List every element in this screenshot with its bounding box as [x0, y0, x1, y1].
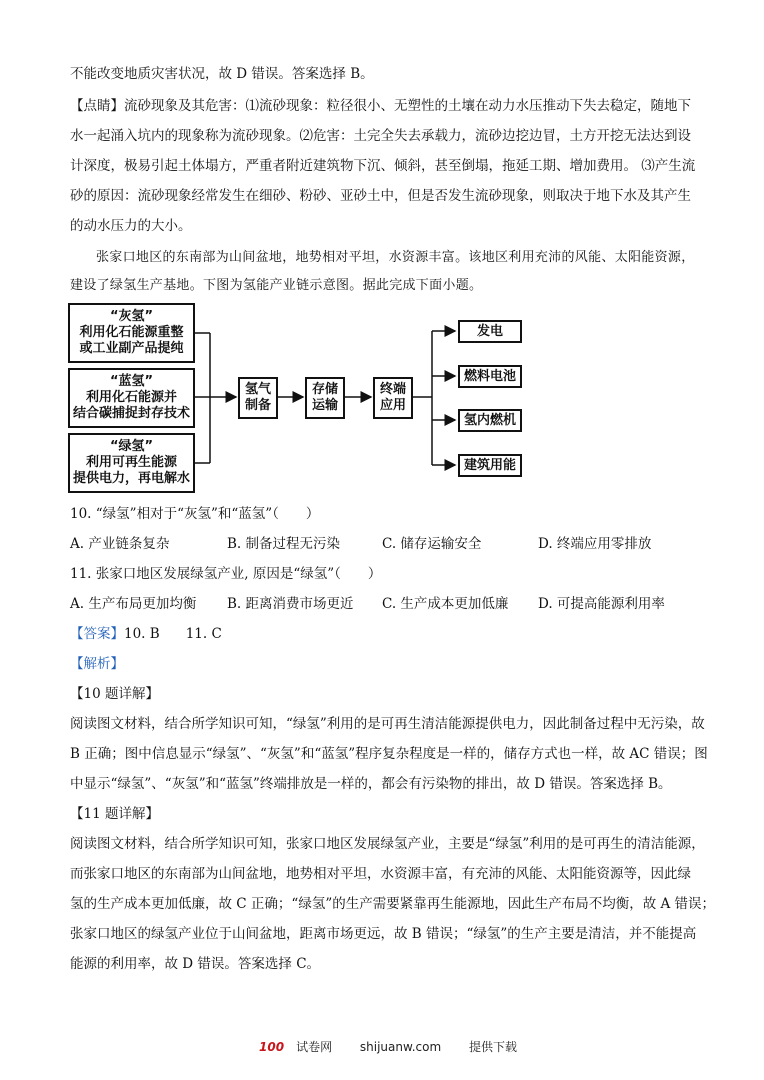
- answer-11: 11. C: [185, 626, 222, 642]
- text-line: 阅读图文材料，结合所学知识可知，“绿氢”利用的是可再生清洁能源提供电力，因此制备过程中无污染，故: [70, 716, 705, 732]
- text-line: 中显示“绿氢”、“灰氢”和“蓝氢”终端排放是一样的，都会有污染物的排出，故 D 错误。答案选择 B。: [70, 776, 672, 792]
- storage-transport-box: 存储 运输: [305, 377, 345, 419]
- site-logo[interactable]: [247, 1040, 332, 1054]
- answer-10: 10. B: [124, 626, 160, 642]
- text-line: 张家口地区的绿氢产业位于山间盆地，距离市场更远，故 B 错误；“绿氢”的生产主要是清洁，并不能提高: [70, 926, 697, 942]
- material-line: 建设了绿氢生产基地。下图为氢能产业链示意图。据此完成下面小题。: [70, 278, 483, 293]
- terminal-application-box: 终端 应用: [373, 377, 413, 419]
- logo-mark: 100: [259, 1040, 285, 1054]
- q11-option-b: B. 距离消费市场更近: [227, 596, 354, 612]
- fuel-cell-box: 燃料电池: [458, 365, 522, 388]
- material-line: 张家口地区的东南部为山间盆地，地势相对平坦，水资源丰富。该地区利用充沛的风能、太阳能资源，: [96, 250, 695, 265]
- page-footer: [0, 1038, 764, 1055]
- site-domain-link[interactable]: shijuanw.com: [359, 1040, 442, 1054]
- answer-line: [70, 624, 222, 644]
- grey-hydrogen-box: “灰氢” 利用化石能源重整 或工业副产品提纯: [68, 303, 195, 363]
- blue-hydrogen-box: “蓝氢” 利用化石能源并 结合碳捕捉封存技术: [68, 368, 195, 428]
- q11-option-c: C. 生产成本更加低廉: [382, 596, 509, 612]
- question-11: 11. 张家口地区发展绿氢产业, 原因是“绿氢”（ ）: [70, 566, 382, 582]
- text-line: B 正确；图中信息显示“绿氢”、“灰氢”和“蓝氢”程序复杂程度是一样的，储存方式也一样，故 AC 错误；图: [70, 746, 708, 762]
- q11-option-a: A. 生产布局更加均衡: [70, 596, 197, 612]
- text-line: 计深度，极易引起土体塌方，严重者附近建筑物下沉、倾斜，甚至倒塌，拖延工期、增加费用。 ⑶产生流: [70, 158, 696, 174]
- analysis-tag: 【解析】: [70, 656, 124, 672]
- q10-option-c: C. 储存运输安全: [382, 536, 482, 552]
- text-line: 而张家口地区的东南部为山间盆地，地势相对平坦，水资源丰富，有充沛的风能、太阳能资源等，因此绿: [70, 866, 691, 882]
- answer-tag: 【答案】: [70, 626, 124, 642]
- hydrogen-engine-box: 氢内燃机: [458, 409, 522, 432]
- building-energy-box: 建筑用能: [458, 454, 522, 477]
- hydrogen-production-box: 氢气 制备: [238, 377, 278, 419]
- text-line: 不能改变地质灾害状况，故 D 错误。答案选择 B。: [70, 66, 374, 82]
- text-line: 的动水压力的大小。: [70, 218, 192, 234]
- download-note: 提供下载: [468, 1040, 517, 1054]
- text-line: 阅读图文材料，结合所学知识可知，张家口地区发展绿氢产业，主要是“绿氢”利用的是可再生的清洁能源，: [70, 836, 705, 852]
- site-name: 试卷网: [296, 1040, 333, 1054]
- power-generation-box: 发电: [458, 320, 522, 343]
- q10-option-b: B. 制备过程无污染: [227, 536, 341, 552]
- detail-11-title: 【11 题详解】: [70, 806, 159, 822]
- text-line: 能源的利用率，故 D 错误。答案选择 C。: [70, 956, 321, 972]
- text-line: 【点睛】流砂现象及其危害：⑴流砂现象：粒径很小、无塑性的土壤在动力水压推动下失去稳定，随地下: [70, 98, 691, 114]
- q11-option-d: D. 可提高能源利用率: [538, 596, 665, 612]
- text-line: 氢的生产成本更加低廉，故 C 正确；“绿氢”的生产需要紧靠再生能源地，因此生产布局不均衡，故 A 错误；: [70, 896, 716, 912]
- q10-option-d: D. 终端应用零排放: [538, 536, 652, 552]
- detail-10-title: 【10 题详解】: [70, 686, 159, 702]
- q10-option-a: A. 产业链条复杂: [70, 536, 170, 552]
- text-line: 水一起涌入坑内的现象称为流砂现象。⑵危害：土完全失去承载力，流砂边挖边冒，土方开挖无法达到设: [70, 128, 691, 144]
- question-10: 10. “绿氢”相对于“灰氢”和“蓝氢”（ ）: [70, 506, 320, 522]
- green-hydrogen-box: “绿氢” 利用可再生能源 提供电力，再电解水: [68, 433, 195, 493]
- text-line: 砂的原因：流砂现象经常发生在细砂、粉砂、亚砂土中，但是否发生流砂现象，则取决于地下水及其产生: [70, 188, 691, 204]
- dianjing-tag: 【点睛】: [70, 98, 124, 114]
